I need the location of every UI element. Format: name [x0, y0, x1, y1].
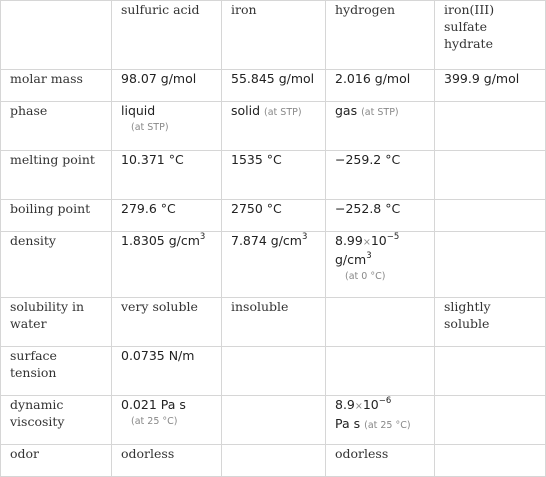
exponent: 3: [366, 250, 372, 261]
density-value: 1.8305 g/cm: [121, 233, 200, 248]
row-density: [1, 232, 546, 298]
exponent: 3: [199, 231, 206, 242]
cell-value: slightly soluble: [435, 298, 546, 347]
cell-value: odorless: [112, 445, 222, 477]
sci-number: [335, 396, 425, 415]
condition-note: (at STP): [361, 107, 399, 118]
row-phase: [1, 102, 546, 151]
cell-value: [326, 396, 435, 445]
phase-value: gas: [335, 103, 358, 118]
cell-value: odorless: [326, 445, 435, 477]
cell-value: 2.016 g/mol: [326, 70, 435, 102]
row-molar-mass: [1, 70, 546, 102]
cell-empty: [222, 347, 326, 396]
cell-empty: [435, 347, 546, 396]
row-label: dynamic viscosity: [1, 396, 112, 445]
condition-note: (at 0 °C): [345, 271, 386, 282]
row-label: melting point: [1, 151, 112, 200]
unit-text: g/cm: [335, 252, 367, 267]
density-value: 7.874 g/cm: [231, 233, 302, 248]
exponent: −6: [378, 395, 392, 406]
cell-value: 0.0735 N/m: [112, 347, 222, 396]
cell-value: −259.2 °C: [326, 151, 435, 200]
times-sign: ×: [362, 237, 371, 248]
row-label: phase: [1, 102, 112, 151]
header-iron: iron: [222, 1, 326, 70]
cell-value: 1535 °C: [222, 151, 326, 200]
cell-value: 279.6 °C: [112, 200, 222, 232]
cell-value: 55.845 g/mol: [222, 70, 326, 102]
header-empty: [1, 1, 112, 70]
row-label: boiling point: [1, 200, 112, 232]
mantissa: 8.99: [335, 233, 363, 248]
row-dynamic-viscosity: [1, 396, 546, 445]
row-label: solubility in water: [1, 298, 112, 347]
viscosity-value: 0.021 Pa s: [121, 397, 186, 412]
cell-value: [112, 396, 222, 445]
exponent: 3: [301, 231, 308, 242]
exponent: −5: [386, 231, 400, 242]
base: 10: [370, 233, 387, 248]
cell-value: [112, 102, 222, 151]
cell-empty: [222, 396, 326, 445]
cell-value: [326, 232, 435, 298]
cell-empty: [435, 232, 546, 298]
header-hydrogen: hydrogen: [326, 1, 435, 70]
condition-note: (at 25 °C): [364, 420, 411, 431]
cell-empty: [326, 298, 435, 347]
cell-value: 2750 °C: [222, 200, 326, 232]
row-boiling-point: [1, 200, 546, 232]
row-solubility: [1, 298, 546, 347]
phase-value: liquid: [121, 103, 156, 118]
row-label: odor: [1, 445, 112, 477]
cell-empty: [326, 347, 435, 396]
row-melting-point: [1, 151, 546, 200]
cell-value: [326, 102, 435, 151]
cell-value: very soluble: [112, 298, 222, 347]
mantissa: 8.9: [335, 397, 355, 412]
row-label: surface tension: [1, 347, 112, 396]
cell-value: 98.07 g/mol: [112, 70, 222, 102]
cell-empty: [222, 445, 326, 477]
cell-empty: [435, 445, 546, 477]
cell-empty: [435, 102, 546, 151]
cell-value: 10.371 °C: [112, 151, 222, 200]
cell-value: −252.8 °C: [326, 200, 435, 232]
condition-note: (at STP): [131, 122, 169, 133]
cell-value: 399.9 g/mol: [435, 70, 546, 102]
sci-number: [335, 232, 425, 251]
header-sulfuric-acid: sulfuric acid: [112, 1, 222, 70]
cell-value: [112, 232, 222, 298]
unit-text: Pa s: [335, 416, 361, 431]
header-row: [1, 1, 546, 70]
unit: [335, 251, 425, 268]
cell-empty: [435, 151, 546, 200]
row-surface-tension: [1, 347, 546, 396]
condition-note: (at STP): [264, 107, 302, 118]
base: 10: [362, 397, 379, 412]
unit: [335, 415, 425, 434]
row-odor: [1, 445, 546, 477]
cell-empty: [435, 396, 546, 445]
cell-value: [222, 232, 326, 298]
cell-empty: [435, 200, 546, 232]
cell-value: [222, 102, 326, 151]
row-label: density: [1, 232, 112, 298]
times-sign: ×: [354, 401, 363, 412]
row-label: molar mass: [1, 70, 112, 102]
cell-value: insoluble: [222, 298, 326, 347]
phase-value: solid: [231, 103, 261, 118]
condition-note: (at 25 °C): [131, 416, 178, 427]
header-iron3-sulfate-hydrate: iron(III) sulfate hydrate: [435, 1, 546, 70]
